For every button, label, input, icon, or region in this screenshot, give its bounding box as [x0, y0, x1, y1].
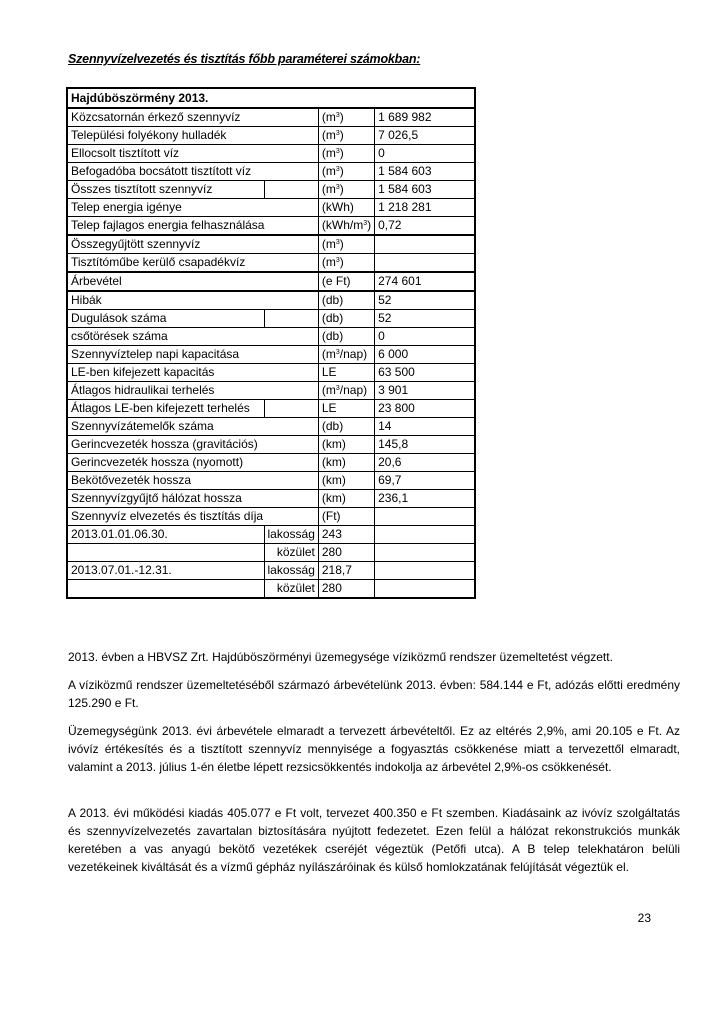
section-heading: Szennyvízelvezetés és tisztítás főbb paraméterei számokban: — [68, 52, 421, 66]
row-unit: (db) — [318, 310, 374, 328]
table-row — [67, 163, 475, 181]
fee-period: 2013.01.01.06.30. — [67, 526, 264, 544]
fee-type: közület — [264, 544, 318, 562]
row-label: Gerincvezeték hossza (nyomott) — [67, 454, 318, 472]
table-row — [67, 382, 475, 400]
row-value: 1 584 603 — [375, 181, 475, 199]
row-label: Árbevétel — [67, 272, 318, 291]
table-row — [67, 254, 475, 273]
row-unit: $(m^3)$ — [318, 108, 374, 127]
row-value: 0,72 — [375, 217, 475, 236]
paragraph-text: Üzemegységünk 2013. évi árbevétele elmaradt a tervezett árbevételtől. Ez az eltérés 2,9%, ami 20.105 e Ft. Az ivóvíz értékesítés és a tisztított szennyvíz mennyisége a fogyasztás csökkenése miatt a tervezettől elmaradt, valamint a 2013. július 1-én életbe lépett rezsicsökkentés indokolja az árbevétel 2,9%-os csökkenését. — [68, 724, 680, 774]
row-unit: (db) — [318, 418, 374, 436]
row-label: Átlagos hidraulikai terhelés — [67, 382, 318, 400]
row-unit: (db) — [318, 291, 374, 310]
fee-row — [67, 544, 475, 562]
row-unit: (km) — [318, 472, 374, 490]
row-label: Telep energia igénye — [67, 199, 318, 217]
row-label: Összes tisztított szennyvíz — [67, 181, 264, 199]
row-label: Telep fajlagos energia felhasználása — [67, 217, 318, 236]
row-unit: $(m^3)$ — [318, 145, 374, 163]
table-row — [67, 145, 475, 163]
row-value: 23 800 — [375, 400, 475, 418]
row-label: Dugulások száma — [67, 310, 264, 328]
row-unit: $(m^3/nap)$ — [318, 346, 374, 364]
table-row — [67, 418, 475, 436]
row-empty-cell — [264, 400, 318, 418]
fee-type: lakosság — [264, 562, 318, 580]
row-value: 20,6 — [375, 454, 475, 472]
row-value: 1 218 281 — [375, 199, 475, 217]
fee-type: lakosság — [264, 526, 318, 544]
row-unit: $(kWh/m^3)$ — [318, 217, 374, 236]
fee-empty-cell — [375, 544, 475, 562]
table-row — [67, 108, 475, 127]
row-empty-cell — [264, 181, 318, 199]
row-label: csőtörések száma — [67, 328, 318, 346]
row-value: 69,7 — [375, 472, 475, 490]
table-row — [67, 400, 475, 418]
row-value — [375, 235, 475, 254]
row-unit: $(m^3)$ — [318, 181, 374, 199]
row-label: Ellocsolt tisztított víz — [67, 145, 318, 163]
table-row — [67, 472, 475, 490]
paragraph-text: 2013. évben a HBVSZ Zrt. Hajdúböszörményi üzemegysége víziközmű rendszer üzemeltetést végzett. — [68, 650, 613, 664]
row-value — [375, 254, 475, 273]
row-unit: (km) — [318, 454, 374, 472]
row-value: 52 — [375, 310, 475, 328]
row-value — [375, 508, 475, 526]
fee-empty-cell — [375, 580, 475, 599]
row-value: 274 601 — [375, 272, 475, 291]
row-value: 145,8 — [375, 436, 475, 454]
table-row — [67, 235, 475, 254]
row-label: Összegyűjtött szennyvíz — [67, 235, 318, 254]
row-unit: $(m^3)$ — [318, 254, 374, 273]
table-row — [67, 328, 475, 346]
row-label: Átlagos LE-ben kifejezett terhelés — [67, 400, 264, 418]
row-unit: (km) — [318, 436, 374, 454]
row-label: Gerincvezeték hossza (gravitációs) — [67, 436, 318, 454]
row-empty-cell — [264, 310, 318, 328]
row-label: Szennyvízgyűjtő hálózat hossza — [67, 490, 318, 508]
row-label: Befogadóba bocsátott tisztított víz — [67, 163, 318, 181]
fee-row — [67, 526, 475, 544]
row-unit: LE — [318, 364, 374, 382]
row-value: 236,1 — [375, 490, 475, 508]
paragraph-3 — [68, 722, 680, 776]
fee-value: 280 — [318, 580, 374, 599]
table-row — [67, 181, 475, 199]
row-label: Bekötővezeték hossza — [67, 472, 318, 490]
row-value: 14 — [375, 418, 475, 436]
table-row — [67, 291, 475, 310]
row-unit: (km) — [318, 490, 374, 508]
row-value: 6 000 — [375, 346, 475, 364]
paragraph-text: A 2013. évi működési kiadás 405.077 e Ft volt, tervezet 400.350 e Ft szemben. Kiadásaink az ivóvíz szolgáltatás és szennyvízelvezetés zavartalan biztosítására nyújtott fedezetet. Ezen felül a hálózat rekonstrukciós munkák keretében a vas anyagú bekötő vezetékek cseréjét végeztük (Petőfi utca). A B telep telekhatáron belüli vezetékeinek kiváltását és a vízmű gépház nyílászáróinak és külső homlokzatának felújítását végeztük el. — [68, 806, 680, 874]
row-label: Hibák — [67, 291, 318, 310]
fee-type: közület — [264, 580, 318, 599]
fee-row — [67, 562, 475, 580]
table-row — [67, 199, 475, 217]
fee-empty-cell — [375, 526, 475, 544]
parameters-table — [66, 87, 476, 599]
row-unit: (e Ft) — [318, 272, 374, 291]
row-value: 0 — [375, 145, 475, 163]
paragraph-4 — [68, 804, 680, 876]
row-unit: (db) — [318, 328, 374, 346]
fee-period — [67, 580, 264, 599]
row-value: 3 901 — [375, 382, 475, 400]
row-unit: $(m^3)$ — [318, 163, 374, 181]
fee-value: 218,7 — [318, 562, 374, 580]
fee-period — [67, 544, 264, 562]
row-unit: $(m^3/nap)$ — [318, 382, 374, 400]
row-label: Közcsatornán érkező szennyvíz — [67, 108, 318, 127]
row-unit: $(m^3)$ — [318, 235, 374, 254]
paragraph-2 — [68, 676, 680, 712]
paragraph-text: A víziközmű rendszer üzemeltetéséből származó árbevételünk 2013. évben: 584.144 e Ft, adózás előtti eredmény 125.290 e Ft. — [68, 678, 680, 710]
fee-value: 243 — [318, 526, 374, 544]
table-row — [67, 127, 475, 145]
row-label: Települési folyékony hulladék — [67, 127, 318, 145]
table-row — [67, 310, 475, 328]
page-number: 23 — [637, 911, 651, 925]
row-value: 1 689 982 — [375, 108, 475, 127]
row-unit: LE — [318, 400, 374, 418]
row-label: LE-ben kifejezett kapacitás — [67, 364, 318, 382]
table-row — [67, 364, 475, 382]
table-row — [67, 272, 475, 291]
table-row — [67, 508, 475, 526]
row-value: 7 026,5 — [375, 127, 475, 145]
row-unit: (Ft) — [318, 508, 374, 526]
row-value: 63 500 — [375, 364, 475, 382]
row-value: 52 — [375, 291, 475, 310]
table-row — [67, 346, 475, 364]
row-label: Szennyvíztelep napi kapacitása — [67, 346, 318, 364]
table-row — [67, 454, 475, 472]
row-unit: (kWh) — [318, 199, 374, 217]
table-row — [67, 490, 475, 508]
fee-period: 2013.07.01.-12.31. — [67, 562, 264, 580]
fee-empty-cell — [375, 562, 475, 580]
table-row — [67, 217, 475, 236]
fee-row — [67, 580, 475, 599]
row-label: Szennyvízátemelők száma — [67, 418, 318, 436]
table-title: Hajdúböszörmény 2013. — [67, 88, 475, 108]
row-unit: $(m^3)$ — [318, 127, 374, 145]
row-value: 1 584 603 — [375, 163, 475, 181]
row-label: Szennyvíz elvezetés és tisztítás díja — [67, 508, 318, 526]
table-title-row — [67, 88, 475, 108]
paragraph-1 — [68, 648, 680, 666]
row-label: Tisztítóműbe kerülő csapadékvíz — [67, 254, 318, 273]
table-row — [67, 436, 475, 454]
fee-value: 280 — [318, 544, 374, 562]
row-value: 0 — [375, 328, 475, 346]
